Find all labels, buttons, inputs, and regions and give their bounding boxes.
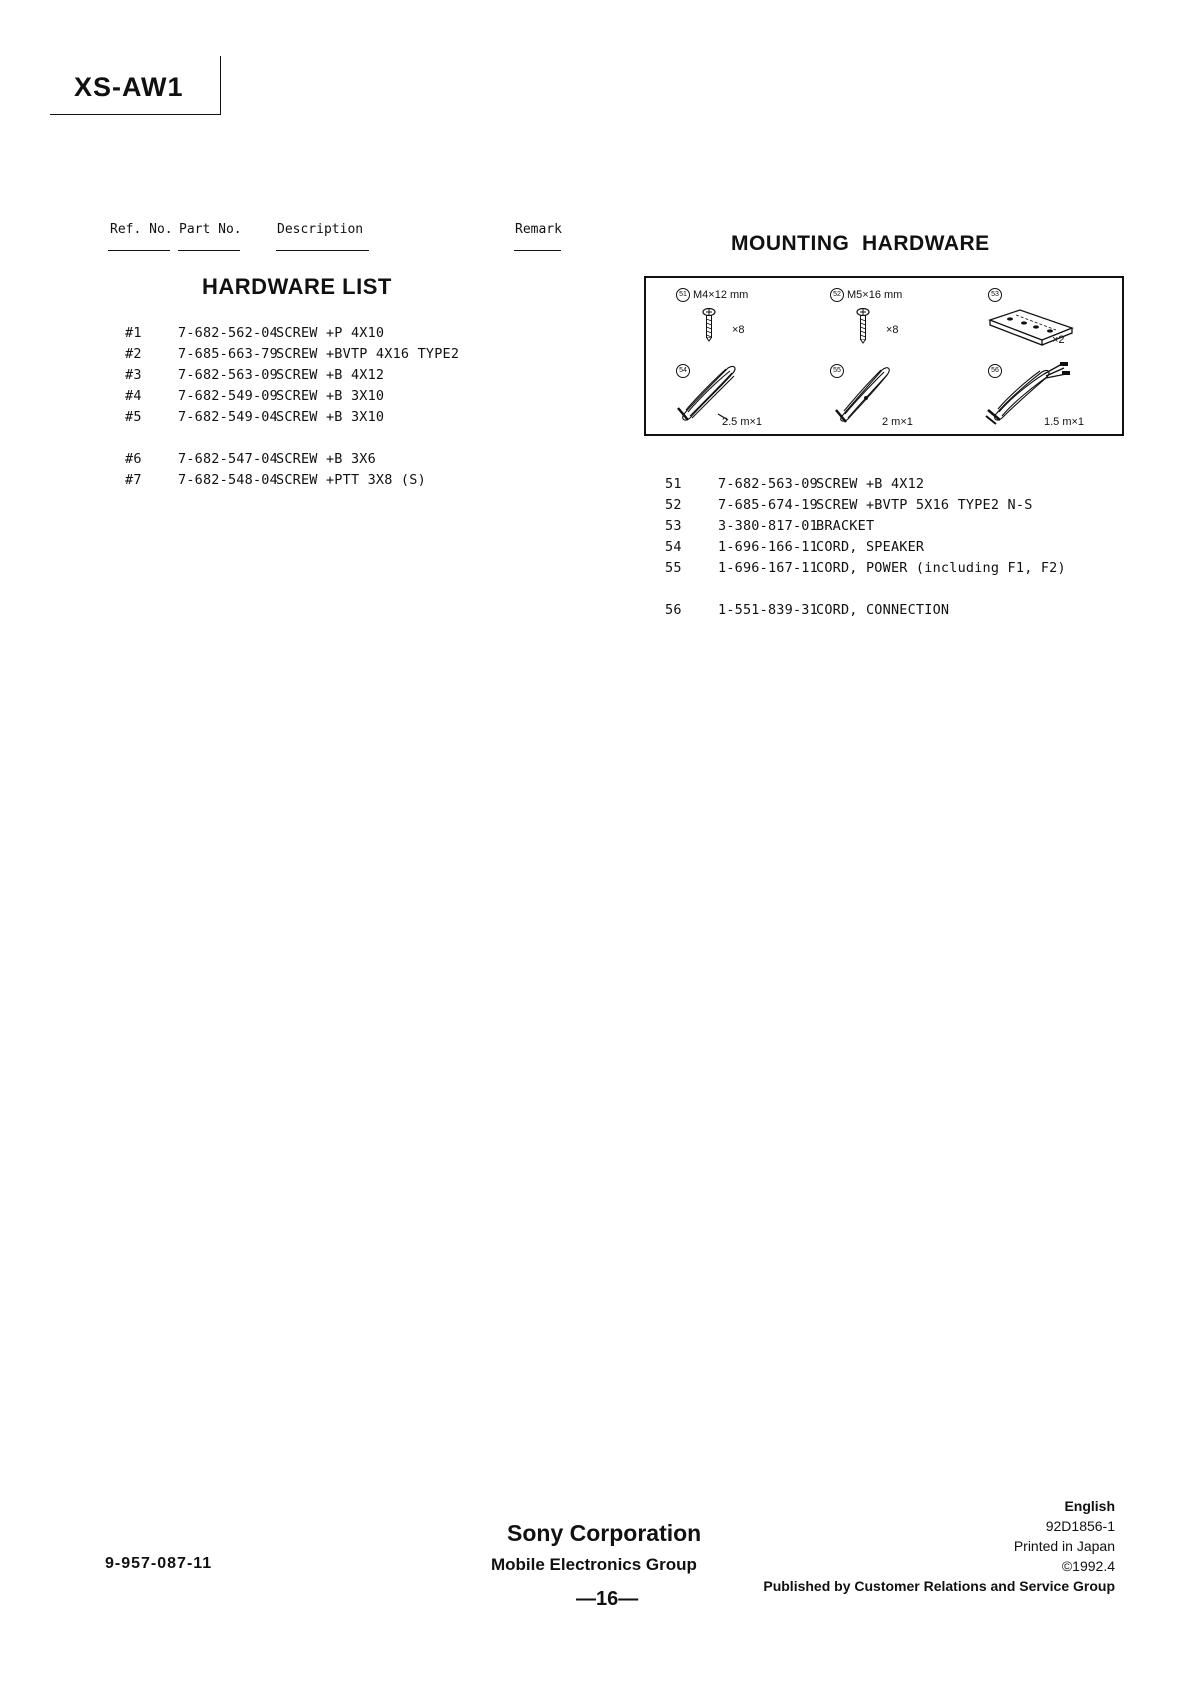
column-header-part-no: Part No. [179, 222, 242, 237]
ref-number: #4 [125, 388, 142, 404]
publisher: Published by Customer Relations and Service Group [763, 1578, 1115, 1594]
quantity-label: 2 m×1 [882, 416, 913, 428]
part-number: 1-696-166-11 [718, 539, 818, 555]
quantity-label: ×8 [886, 324, 899, 336]
mounting-hardware-illustration [644, 276, 1124, 436]
item-number-badge: 52 [830, 288, 844, 302]
part-number: 7-682-547-04 [178, 451, 278, 467]
description: CORD, SPEAKER [816, 539, 925, 555]
description: SCREW +BVTP 5X16 TYPE2 N-S [816, 497, 1033, 513]
ref-number: 51 [665, 476, 682, 492]
ref-number: 52 [665, 497, 682, 513]
printed-in: Printed in Japan [1013, 1538, 1115, 1554]
quantity-label: ×8 [732, 324, 745, 336]
illustration-label-52 [830, 288, 902, 302]
hardware-list-table [125, 323, 545, 503]
part-number: 7-682-562-04 [178, 325, 278, 341]
part-number: 7-685-663-79 [178, 346, 278, 362]
item-number-badge: 56 [988, 364, 1002, 378]
copyright: ©1992.4 [1061, 1558, 1115, 1574]
column-header-remark: Remark [515, 222, 562, 237]
description: SCREW +B 4X12 [276, 367, 385, 383]
screw-size: M4×12 mm [693, 288, 749, 301]
page-number: —16— [576, 1588, 639, 1610]
ref-number: #6 [125, 451, 142, 467]
screw-icon [702, 308, 716, 342]
part-number: 1-551-839-31 [718, 602, 818, 618]
quantity-label: ×2 [1052, 334, 1065, 346]
description: CORD, CONNECTION [816, 602, 950, 618]
quantity-label: 2.5 m×1 [722, 416, 763, 428]
description: BRACKET [816, 518, 875, 534]
part-number: 7-682-549-04 [178, 409, 278, 425]
company-group: Mobile Electronics Group [491, 1555, 697, 1574]
column-header-underline [514, 250, 561, 251]
illustration-label-51 [676, 288, 748, 302]
item-number-badge: 54 [676, 364, 690, 378]
column-header-underline [178, 250, 240, 251]
description: SCREW +PTT 3X8 (S) [276, 472, 426, 488]
ref-number: #2 [125, 346, 142, 362]
item-number-badge: 51 [676, 288, 690, 302]
item-number-badge: 53 [988, 288, 1002, 302]
column-header-ref-no: Ref. No. [110, 222, 173, 237]
hardware-list-title: HARDWARE LIST [202, 274, 392, 299]
mounting-hardware-table [665, 474, 1145, 634]
illustration-label-53 [988, 288, 1005, 302]
quantity-label: 1.5 m×1 [1044, 416, 1085, 428]
screw-icon [856, 308, 870, 344]
part-number: 7-682-563-09 [178, 367, 278, 383]
company-name: Sony Corporation [507, 1520, 702, 1546]
description: SCREW +B 4X12 [816, 476, 925, 492]
description: SCREW +B 3X10 [276, 409, 385, 425]
part-number: 7-682-548-04 [178, 472, 278, 488]
description: SCREW +P 4X10 [276, 325, 385, 341]
ref-number: #7 [125, 472, 142, 488]
part-number: 1-696-167-11 [718, 560, 818, 576]
ref-number: #3 [125, 367, 142, 383]
part-number: 7-682-563-09 [718, 476, 818, 492]
ref-number: 55 [665, 560, 682, 576]
ref-number: 56 [665, 602, 682, 618]
part-number: 3-380-817-01 [718, 518, 818, 534]
document-code: 92D1856-1 [1045, 1518, 1115, 1534]
column-header-underline [276, 250, 369, 251]
ref-number: #1 [125, 325, 142, 341]
column-header-underline [108, 250, 170, 251]
mounting-hardware-title: MOUNTING HARDWARE [731, 232, 990, 255]
description: SCREW +BVTP 4X16 TYPE2 [276, 346, 460, 362]
description: SCREW +B 3X6 [276, 451, 376, 467]
screw-size: M5×16 mm [847, 288, 903, 301]
description: SCREW +B 3X10 [276, 388, 385, 404]
model-title: XS-AW1 [74, 72, 184, 102]
part-number: 7-682-549-09 [178, 388, 278, 404]
language-label: English [1064, 1498, 1115, 1514]
ref-number: 53 [665, 518, 682, 534]
ref-number: 54 [665, 539, 682, 555]
ref-number: #5 [125, 409, 142, 425]
item-number-badge: 55 [830, 364, 844, 378]
document-number: 9-957-087-11 [105, 1555, 213, 1572]
column-header-description: Description [277, 222, 364, 237]
description: CORD, POWER (including F1, F2) [816, 560, 1066, 576]
part-number: 7-685-674-19 [718, 497, 818, 513]
